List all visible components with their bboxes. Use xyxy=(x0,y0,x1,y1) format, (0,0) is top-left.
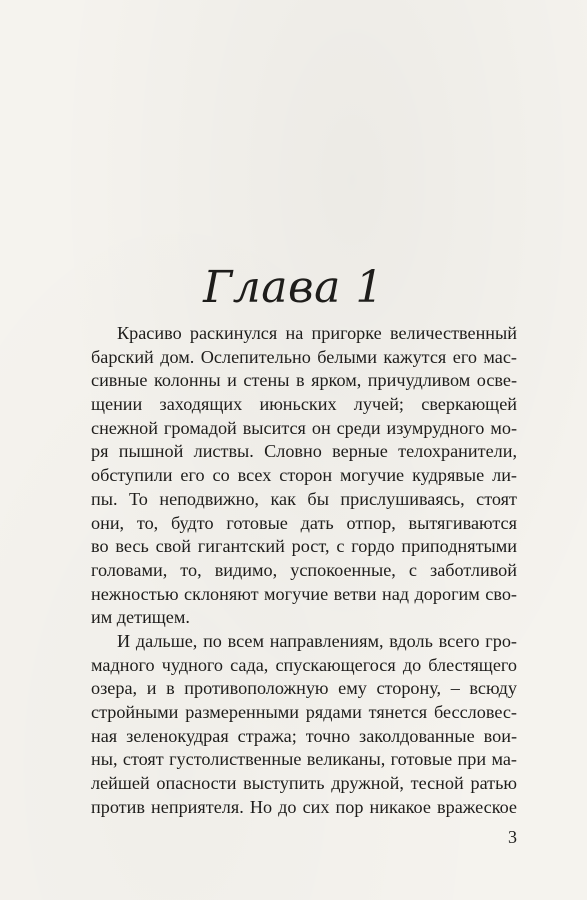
text-line: обступили его со всех сторон могучие кудрявые ли- xyxy=(91,465,517,486)
text-line: снежной громадой высится он среди изумрудного мо- xyxy=(91,417,517,438)
text-line: головами, то, видимо, успокоенные, с заботливой xyxy=(91,559,517,580)
text-line: Красиво раскинулся на пригорке величественный xyxy=(117,323,517,343)
text-line: сивные колонны и стены в ярком, причудливом осве- xyxy=(91,370,517,391)
text-line: против неприятеля. Но до сих пор никакое вражеское xyxy=(91,796,517,817)
text-line: лейшей опасности выступить дружной, тесной ратью xyxy=(91,773,517,794)
text-line: ны, стоят густолиственные великаны, готовые при ма- xyxy=(91,749,517,770)
text-line: ная зеленокудрая стража; точно заколдованные вои- xyxy=(91,725,517,746)
text-line: им детищем. xyxy=(91,607,190,628)
paragraph-2 xyxy=(91,630,517,820)
text-line: стройными размеренными рядами тянется бессловес- xyxy=(91,702,517,722)
chapter-title: Глава 1 xyxy=(203,262,384,313)
text-line: И дальше, по всем направлениям, вдоль всего гро- xyxy=(117,630,517,651)
text-line: озера, и в противоположную ему сторону, – всюду xyxy=(91,678,517,699)
text-line: щении заходящих июньских лучей; сверкающей xyxy=(91,394,517,415)
text-line: мадного чудного сада, спускающегося до блестящего xyxy=(91,654,517,675)
text-line: во весь свой гигантский рост, с гордо приподнятыми xyxy=(91,536,517,557)
page-number: 3 xyxy=(508,827,517,847)
text-line: пы. То неподвижно, как бы прислушиваясь, стоят xyxy=(91,488,517,509)
body-text xyxy=(91,322,517,819)
text-line: нежностью склоняют могучие ветви над дорогим сво- xyxy=(91,583,517,604)
paragraph-1 xyxy=(91,322,517,630)
text-line: они, то, будто готовые дать отпор, вытягиваются xyxy=(91,512,517,533)
text-line: ря пышной листвы. Словно верные телохранители, xyxy=(91,441,517,462)
text-line: барский дом. Ослепительно белыми кажутся его мас- xyxy=(91,346,517,367)
